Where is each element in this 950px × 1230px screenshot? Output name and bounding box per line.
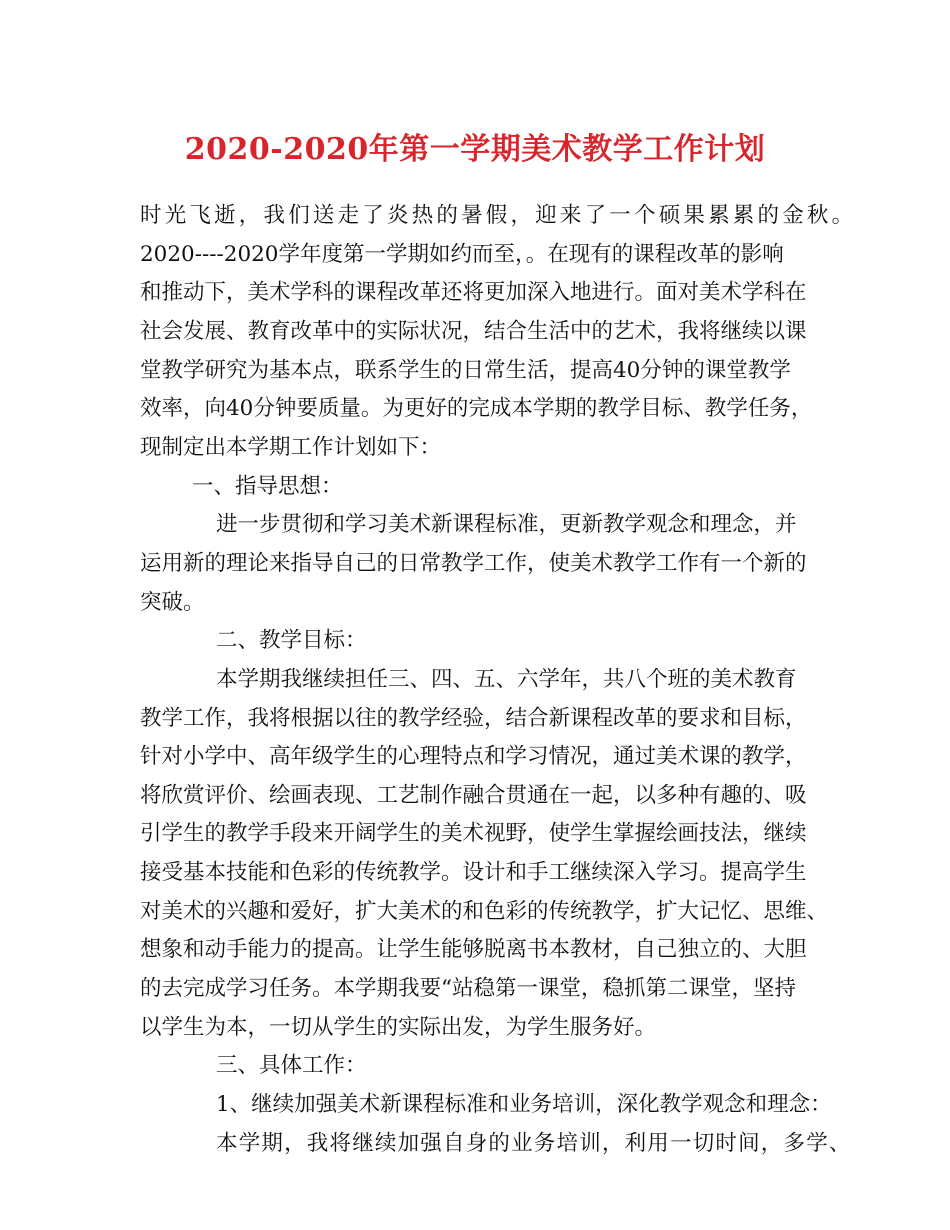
paragraph-line: 的去完成学习任务。本学期我要“站稳第一课堂，稳抓第二课堂，坚持 (140, 976, 796, 1001)
paragraph-line: 对美术的兴趣和爱好，扩大美术的和色彩的传统教学，扩大记忆、思维、 (140, 899, 829, 924)
section-heading: 三、具体工作： (216, 1053, 367, 1078)
paragraph-line: 想象和动手能力的提高。让学生能够脱离书本教材，自己独立的、大胆 (140, 937, 807, 962)
paragraph-line: 时光飞逝，我们送走了炎热的暑假，迎来了一个硕果累累的金秋。 (140, 203, 857, 228)
paragraph-line: 进一步贯彻和学习美术新课程标准，更新教学观念和理念，并 (216, 512, 797, 537)
paragraph-line: 运用新的理论来指导自己的日常教学工作，使美术教学工作有一个新的 (140, 551, 807, 576)
section-heading: 二、教学目标： (216, 628, 367, 653)
paragraph-line: 本学期我继续担任三、四、五、六学年，共八个班的美术教育 (216, 667, 797, 692)
paragraph-line: 现制定出本学期工作计划如下： (140, 435, 442, 460)
paragraph-line: 堂教学研究为基本点，联系学生的日常生活，提高40分钟的课堂教学 (140, 358, 791, 383)
paragraph-line: 将欣赏评价、绘画表现、工艺制作融合贯通在一起，以多种有趣的、吸 (140, 783, 807, 808)
paragraph-line: 本学期，我将继续加强自身的业务培训，利用一切时间，多学、 (216, 1131, 852, 1156)
paragraph-line: 突破。 (140, 590, 205, 615)
paragraph-line: 针对小学中、高年级学生的心理特点和学习情况，通过美术课的教学， (140, 744, 807, 769)
subsection-heading: 1、继续加强美术新课程标准和业务培训，深化教学观念和理念： (216, 1092, 832, 1117)
paragraph-line: 社会发展、教育改革中的实际状况，结合生活中的艺术，我将继续以课 (140, 319, 807, 344)
paragraph-line: 2020----2020学年度第一学期如约而至，。在现有的课程改革的影响 (140, 242, 784, 267)
section-heading: 一、指导思想： (192, 474, 343, 499)
paragraph-line: 和推动下，美术学科的课程改革还将更加深入地进行。面对美术学科在 (140, 280, 807, 305)
paragraph-line: 接受基本技能和色彩的传统教学。设计和手工继续深入学习。提高学生 (140, 860, 807, 885)
paragraph-line: 效率，向40分钟要质量。为更好的完成本学期的教学目标、教学任务， (140, 396, 813, 421)
paragraph-line: 教学工作，我将根据以往的教学经验，结合新课程改革的要求和目标， (140, 706, 807, 731)
document-title: 2020-2020年第一学期美术教学工作计划 (184, 132, 766, 167)
paragraph-line: 引学生的教学手段来开阔学生的美术视野，使学生掌握绘画技法，继续 (140, 821, 807, 846)
paragraph-line: 以学生为本，一切从学生的实际出发，为学生服务好。 (140, 1015, 657, 1040)
